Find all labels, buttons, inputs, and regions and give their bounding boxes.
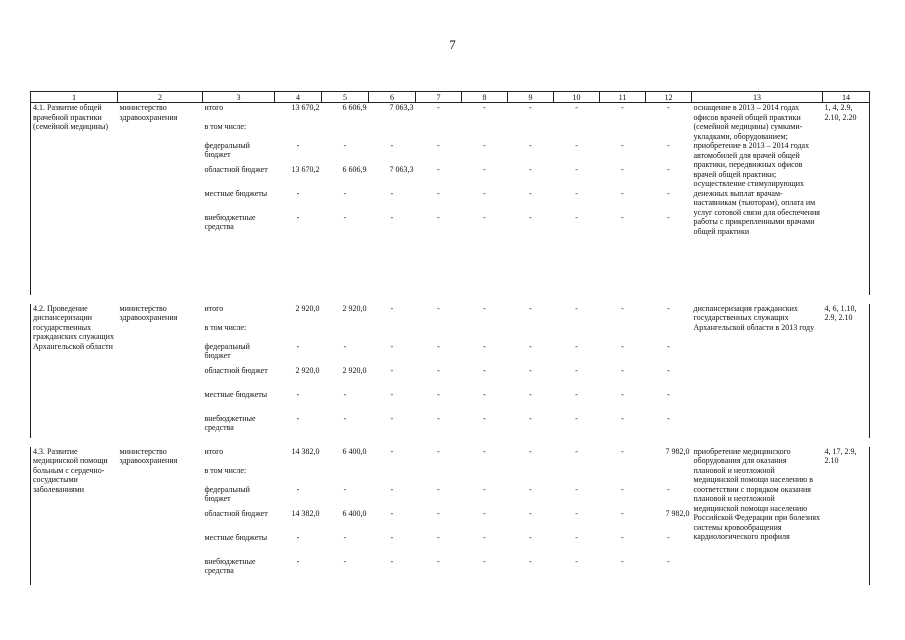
funding-value: - [296,188,300,198]
funding-value [646,466,692,485]
funding-value: - [390,140,394,150]
funding-value: 6 606,9 [342,164,367,174]
funding-value: 6 606,9 [342,103,367,112]
spacer-cell [369,438,416,447]
funding-value: - [483,556,486,566]
funding-value [462,122,508,141]
indicator-refs: 4, 6, 1.10, 2.9, 2.10 [823,304,870,438]
funding-value: - [483,103,486,112]
expected-result: приобретение медицинского оборудования для оказания плановой и неотложной медицинской помощи населению в соответствии с порядком оказания плановой и неотложной медицинской помощи населению Российской Федерации при болезнях системы кровообращения кардиологического профиля [693,446,820,541]
funding-value [416,323,462,342]
funding-value: 7 063,3 [389,103,414,112]
funding-value: - [343,389,347,399]
funding-value: - [667,413,670,423]
funding-source: местные бюджеты [204,389,268,399]
funding-value: - [621,140,624,150]
spacer-cell [554,295,600,304]
funding-value: - [390,484,394,494]
funding-value: - [296,140,300,150]
spacer-cell [600,295,646,304]
funding-value: - [390,212,394,222]
funding-value: - [575,341,578,351]
funding-value: - [621,508,624,518]
funding-value: 2 920,0 [342,303,367,313]
funding-value: - [529,303,532,313]
activity-name: 4.3. Развитие медицинской помощи больным с сердечно-сосудистыми заболеваниями [31,447,118,585]
funding-source: внебюджетные средства [204,556,256,575]
funding-value: - [483,446,486,456]
funding-value: - [483,508,486,518]
funding-value: - [437,103,440,112]
executor-name: министерство здравоохранения [119,446,178,465]
funding-source: итого [204,303,224,313]
funding-value: - [437,188,440,198]
funding-value: - [575,508,578,518]
funding-source: местные бюджеты [204,188,268,198]
funding-value: - [390,389,394,399]
funding-value: - [437,446,440,456]
funding-value: - [529,484,532,494]
funding-value: - [575,389,578,399]
funding-value: - [529,212,532,222]
spacer-cell [646,438,692,447]
funding-value: - [667,532,670,542]
funding-value [508,122,554,141]
funding-value [275,122,322,141]
funding-value [646,323,692,342]
funding-value: - [390,446,394,456]
funding-source: итого [204,103,224,112]
spacer-cell [203,295,275,304]
funding-value: - [343,484,347,494]
funding-value [416,466,462,485]
funding-source: федеральный бюджет [204,140,250,159]
spacer-cell [823,438,870,447]
funding-value: - [296,389,300,399]
funding-value: - [437,389,440,399]
funding-value: - [343,188,347,198]
column-header-10: 10 [554,92,600,103]
column-header-13: 13 [692,92,823,103]
funding-value: - [621,556,624,566]
expected-result: диспансеризация гражданских государственных служащих Архангельской области в 2013 году [693,303,815,332]
funding-value: - [437,365,440,375]
funding-value: 2 920,0 [295,365,320,375]
funding-value: 2 920,0 [295,303,320,313]
funding-value: - [483,164,486,174]
funding-value: - [621,188,624,198]
funding-value: - [343,413,347,423]
table-header-row [31,92,870,103]
funding-value: - [390,508,394,518]
funding-value [369,466,416,485]
funding-source: областной бюджет [204,365,268,375]
activity-name: 4.2. Проведение диспансеризации государственных гражданских служащих Архангельской области [31,304,118,438]
funding-value: - [437,212,440,222]
funding-source: в том числе: [204,322,247,332]
funding-value [462,466,508,485]
spacer-cell [31,438,118,447]
funding-value [600,323,646,342]
funding-value: - [575,556,578,566]
funding-value: - [390,188,394,198]
funding-value [322,323,369,342]
funding-value: - [621,341,624,351]
indicator-refs: 4, 17, 2.9, 2.10 [823,447,870,585]
funding-value: - [667,164,670,174]
funding-value: - [667,212,670,222]
funding-source: в том числе: [204,465,247,475]
funding-value: - [483,389,486,399]
funding-value: - [621,389,624,399]
funding-value: - [437,164,440,174]
funding-value: 6 400,0 [342,508,367,518]
funding-value: - [390,413,394,423]
executor-name: министерство здравоохранения [119,303,178,322]
spacer-cell [118,295,203,304]
funding-value: - [390,556,394,566]
funding-source: федеральный бюджет [204,341,250,360]
column-header-3: 3 [203,92,275,103]
funding-value: - [483,413,486,423]
column-header-9: 9 [508,92,554,103]
funding-value: - [667,365,670,375]
table-row [31,447,870,466]
funding-value: - [575,484,578,494]
spacer-cell [275,295,322,304]
funding-value [600,122,646,141]
funding-value: - [296,212,300,222]
column-header-5: 5 [322,92,369,103]
funding-value: - [667,484,670,494]
spacer-cell [462,438,508,447]
funding-value: - [529,389,532,399]
section-spacer [31,295,870,304]
funding-value: - [575,532,578,542]
funding-value: - [296,413,300,423]
funding-source: областной бюджет [204,164,268,174]
funding-value: - [575,303,578,313]
funding-source: в том числе: [204,121,247,131]
funding-value: - [483,484,486,494]
funding-value: - [529,341,532,351]
funding-value: - [667,140,670,150]
funding-value [275,323,322,342]
spacer-cell [275,438,322,447]
funding-value: - [621,413,624,423]
funding-value: - [296,341,300,351]
funding-value [600,466,646,485]
funding-value: - [621,532,624,542]
spacer-cell [118,438,203,447]
funding-value [462,323,508,342]
funding-value: - [483,365,486,375]
funding-source: местные бюджеты [204,532,268,542]
spacer-cell [322,295,369,304]
executor-name: министерство здравоохранения [119,103,178,122]
funding-value: 14 382,0 [291,446,320,456]
table-row [31,304,870,323]
spacer-cell [203,438,275,447]
spacer-cell [416,438,462,447]
funding-value: - [437,532,440,542]
funding-value: - [667,103,670,112]
funding-value [322,466,369,485]
funding-value [369,122,416,141]
funding-value: - [437,303,440,313]
funding-value: - [483,341,486,351]
funding-value: - [529,413,532,423]
spacer-cell [369,295,416,304]
funding-value: - [483,188,486,198]
column-header-11: 11 [600,92,646,103]
activity-name: 4.1. Развитие общей врачебной практики (семейной медицины) [31,103,118,295]
spacer-cell [692,438,823,447]
funding-value: - [621,164,624,174]
funding-value: - [296,556,300,566]
column-header-6: 6 [369,92,416,103]
spacer-cell [646,295,692,304]
column-header-12: 12 [646,92,692,103]
funding-value: - [529,532,532,542]
indicator-refs: 1, 4, 2.9, 2.10, 2.20 [823,103,870,295]
page-number: 7 [449,37,456,52]
funding-value: - [529,365,532,375]
spacer-cell [554,438,600,447]
funding-value: - [343,532,347,542]
funding-value: - [483,532,486,542]
funding-source: федеральный бюджет [204,484,250,503]
funding-value: 13 670,2 [291,103,320,112]
funding-value: - [529,188,532,198]
column-header-8: 8 [462,92,508,103]
section-spacer [31,438,870,447]
spacer-cell [462,295,508,304]
funding-value [646,122,692,141]
spacer-cell [600,438,646,447]
table-row [31,103,870,122]
funding-value: - [529,164,532,174]
funding-value: - [437,556,440,566]
funding-value [369,323,416,342]
funding-value: - [343,140,347,150]
funding-value: - [296,532,300,542]
column-header-1: 1 [31,92,118,103]
column-header-7: 7 [416,92,462,103]
funding-value: - [390,532,394,542]
funding-value: - [296,484,300,494]
funding-value: - [667,188,670,198]
funding-value: 13 670,2 [291,164,320,174]
funding-value: - [529,103,532,112]
spacer-cell [692,295,823,304]
funding-value: - [483,303,486,313]
funding-source: областной бюджет [204,508,268,518]
funding-value [508,466,554,485]
funding-value: - [667,556,670,566]
funding-value [554,466,600,485]
funding-value: - [529,446,532,456]
funding-value [416,122,462,141]
funding-value [322,122,369,141]
funding-value: - [390,303,394,313]
funding-value: - [390,341,394,351]
funding-value: - [437,341,440,351]
funding-value: - [437,508,440,518]
funding-value: - [437,484,440,494]
funding-value: 14 382,0 [291,508,320,518]
column-header-4: 4 [275,92,322,103]
funding-value: - [343,212,347,222]
funding-value [554,323,600,342]
funding-value: 7 063,3 [389,164,414,174]
column-header-2: 2 [118,92,203,103]
spacer-cell [508,438,554,447]
funding-value: - [575,413,578,423]
funding-value: - [667,303,670,313]
funding-value: 2 920,0 [342,365,367,375]
funding-value [275,466,322,485]
funding-value: - [343,341,347,351]
funding-value: - [667,389,670,399]
funding-source: итого [204,446,224,456]
funding-value: - [621,365,624,375]
funding-value: - [483,140,486,150]
funding-value: - [483,212,486,222]
funding-value: - [621,303,624,313]
funding-value: - [621,103,624,112]
spacer-cell [823,295,870,304]
funding-value: - [575,446,578,456]
funding-value: - [575,212,578,222]
funding-value: - [437,140,440,150]
funding-value [508,323,554,342]
funding-value: - [621,212,624,222]
funding-value: - [390,365,394,375]
spacer-cell [322,438,369,447]
funding-value: - [621,484,624,494]
spacer-cell [416,295,462,304]
funding-value: 7 982,0 [665,446,690,456]
funding-value: - [621,446,624,456]
funding-value: - [529,140,532,150]
funding-value: 7 982,0 [665,508,690,518]
funding-value: - [575,103,578,112]
funding-value: - [575,164,578,174]
funding-value: - [529,508,532,518]
funding-value: - [529,556,532,566]
funding-value: 6 400,0 [342,446,367,456]
funding-value: - [575,365,578,375]
expected-result: оснащение в 2013 – 2014 годах офисов врачей общей практики (семейной медицины) сумками-укладками, оборудованием; приобретение в 2013 – 2014 годах автомобилей для врачей общей практики, передвижных офисов врачей общей практики; осуществление стимулирующих денежных выплат врачам-наставникам (тьюторам), оплата им услуг сотовой связи для обеспечения работы с прикрепленными врачами общей практики [693,103,820,236]
program-activities-table [30,91,870,585]
spacer-cell [31,295,118,304]
funding-value: - [575,188,578,198]
funding-value: - [575,140,578,150]
spacer-cell [508,295,554,304]
funding-value: - [667,341,670,351]
funding-value: - [437,413,440,423]
column-header-14: 14 [823,92,870,103]
funding-source: внебюджетные средства [204,413,256,432]
funding-source: внебюджетные средства [204,212,256,231]
funding-value: - [343,556,347,566]
funding-value [554,122,600,141]
